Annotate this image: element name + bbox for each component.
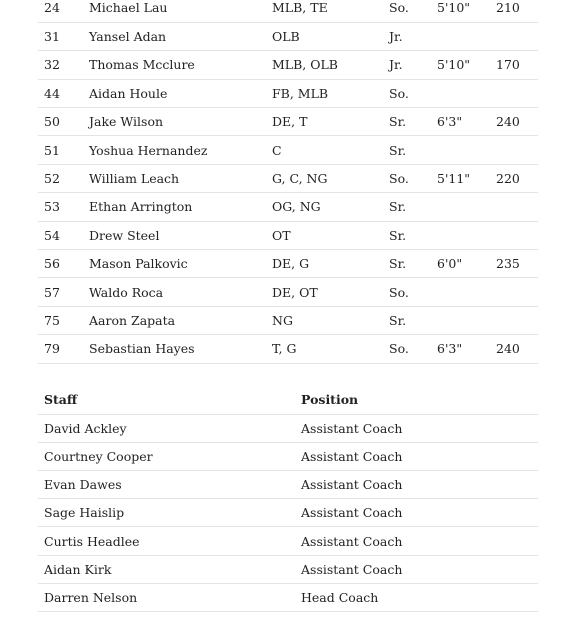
staff-name: Aidan Kirk (44, 561, 112, 577)
player-name: Michael Lau (89, 0, 168, 16)
player-number: 52 (44, 171, 60, 187)
staff-position: Head Coach (301, 589, 379, 605)
player-weight: 170 (496, 57, 520, 73)
player-weight (490, 306, 538, 334)
staff-position: Assistant Coach (301, 420, 403, 436)
player-name: Thomas Mcclure (89, 57, 195, 73)
roster-row (38, 164, 538, 192)
player-position: MLB, OLB (272, 57, 338, 73)
player-name: Ethan Arrington (89, 199, 193, 215)
player-weight (490, 79, 538, 107)
staff-row (38, 442, 538, 470)
player-height (431, 278, 490, 306)
player-year: Jr. (389, 57, 403, 73)
position-column-header: Position (301, 392, 359, 408)
player-number: 32 (44, 57, 60, 73)
player-height (431, 306, 490, 334)
staff-name: Curtis Headlee (44, 533, 140, 549)
player-weight: 220 (496, 171, 520, 187)
player-height (431, 193, 490, 221)
staff-row (38, 527, 538, 555)
player-year: Jr. (389, 29, 403, 45)
player-position: OLB (272, 29, 300, 45)
player-height: 5'10" (437, 57, 471, 73)
staff-position: Assistant Coach (301, 448, 403, 464)
player-number: 51 (44, 142, 60, 158)
staff-row (38, 555, 538, 583)
player-year: Sr. (389, 227, 407, 243)
player-name: Drew Steel (89, 227, 160, 243)
player-name: Waldo Roca (89, 284, 164, 300)
player-height (431, 22, 490, 50)
player-height: 6'3" (437, 341, 463, 357)
player-number: 56 (44, 256, 60, 272)
player-year: So. (389, 284, 409, 300)
staff-table (38, 386, 538, 612)
player-year: So. (389, 341, 409, 357)
roster-row (38, 193, 538, 221)
roster-row (38, 22, 538, 50)
player-name: Aaron Zapata (89, 312, 176, 328)
player-name: Mason Palkovic (89, 256, 188, 272)
player-weight (490, 136, 538, 164)
roster-row (38, 51, 538, 79)
player-position: T, G (272, 341, 297, 357)
player-name: William Leach (89, 171, 180, 187)
player-weight (490, 221, 538, 249)
staff-position: Assistant Coach (301, 477, 403, 493)
staff-row (38, 583, 538, 611)
player-height (431, 79, 490, 107)
player-number: 53 (44, 199, 60, 215)
player-position: NG (272, 312, 293, 328)
player-height (431, 136, 490, 164)
roster-row (38, 221, 538, 249)
player-position: DE, G (272, 256, 310, 272)
staff-row (38, 499, 538, 527)
player-number: 54 (44, 227, 60, 243)
player-number: 79 (44, 341, 60, 357)
player-year: Sr. (389, 256, 407, 272)
staff-header-row (38, 386, 538, 414)
player-year: Sr. (389, 114, 407, 130)
roster-row (38, 306, 538, 334)
player-year: Sr. (389, 312, 407, 328)
player-weight: 210 (496, 0, 520, 16)
player-name: Yoshua Hernandez (89, 142, 208, 158)
roster-row (38, 250, 538, 278)
player-weight: 235 (496, 256, 520, 272)
player-height: 6'0" (437, 256, 463, 272)
staff-name: Sage Haislip (44, 505, 125, 521)
player-number: 44 (44, 85, 60, 101)
player-height: 5'10" (437, 0, 471, 16)
player-position: OT (272, 227, 291, 243)
roster-row (38, 108, 538, 136)
staff-name: Darren Nelson (44, 589, 138, 605)
player-height (431, 221, 490, 249)
player-name: Yansel Adan (89, 29, 167, 45)
player-position: G, C, NG (272, 171, 328, 187)
player-position: DE, T (272, 114, 308, 130)
staff-column-header: Staff (44, 392, 78, 408)
staff-position: Assistant Coach (301, 505, 403, 521)
player-number: 50 (44, 114, 60, 130)
player-number: 75 (44, 312, 60, 328)
player-position: DE, OT (272, 284, 318, 300)
player-position: MLB, TE (272, 0, 328, 16)
player-name: Jake Wilson (89, 114, 164, 130)
staff-row (38, 414, 538, 442)
player-position: FB, MLB (272, 85, 329, 101)
player-weight (490, 22, 538, 50)
roster-row (38, 278, 538, 306)
player-weight (490, 278, 538, 306)
roster-row (38, 335, 538, 363)
staff-name: David Ackley (44, 420, 127, 436)
player-year: So. (389, 0, 409, 16)
player-number: 31 (44, 29, 60, 45)
player-name: Sebastian Hayes (89, 341, 195, 357)
staff-position: Assistant Coach (301, 533, 403, 549)
roster-row (38, 136, 538, 164)
staff-row (38, 471, 538, 499)
roster-row (38, 0, 538, 22)
player-weight (490, 193, 538, 221)
player-number: 24 (44, 0, 60, 16)
player-position: OG, NG (272, 199, 321, 215)
player-year: Sr. (389, 199, 407, 215)
player-weight: 240 (496, 341, 520, 357)
player-height: 6'3" (437, 114, 463, 130)
player-number: 57 (44, 284, 60, 300)
roster-table (38, 0, 538, 364)
player-height: 5'11" (437, 171, 471, 187)
player-year: So. (389, 85, 409, 101)
roster-row (38, 79, 538, 107)
staff-position: Assistant Coach (301, 561, 403, 577)
player-year: Sr. (389, 142, 407, 158)
player-year: So. (389, 171, 409, 187)
player-weight: 240 (496, 114, 520, 130)
staff-name: Courtney Cooper (44, 448, 153, 464)
player-name: Aidan Houle (89, 85, 168, 101)
staff-name: Evan Dawes (44, 477, 122, 493)
player-position: C (272, 142, 282, 158)
